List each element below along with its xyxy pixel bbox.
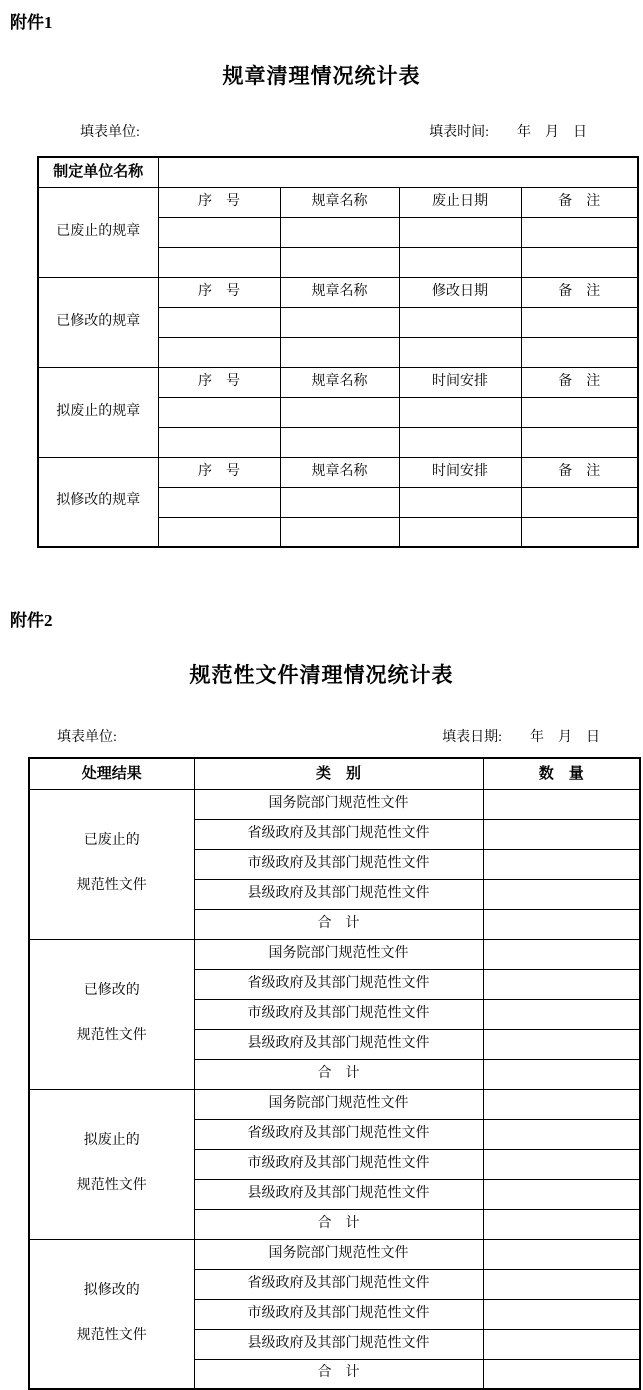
t1-section1-name: 已废止的规章 bbox=[38, 187, 158, 277]
t2-section4-name bbox=[29, 1239, 194, 1389]
t2-section-name-line2: 规范性文件 bbox=[76, 1327, 147, 1343]
t1-section2-header-row bbox=[38, 277, 638, 307]
blank-cell bbox=[158, 307, 280, 337]
blank-cell bbox=[280, 517, 399, 547]
t2-quantity-cell bbox=[483, 999, 640, 1029]
blank-cell bbox=[399, 307, 521, 337]
t1-col-header: 序 号 bbox=[158, 367, 280, 397]
t2-category-cell: 县级政府及其部门规范性文件 bbox=[194, 1179, 483, 1209]
t1-section4-header-row bbox=[38, 457, 638, 487]
t1-col-header: 修改日期 bbox=[399, 277, 521, 307]
t2-section-name-line1: 已修改的 bbox=[83, 983, 140, 999]
t2-quantity-cell bbox=[483, 1089, 640, 1119]
t2-total-cell: 合 计 bbox=[194, 1209, 483, 1239]
blank-cell bbox=[521, 487, 638, 517]
t2-section-name-line1: 拟修改的 bbox=[83, 1282, 140, 1298]
blank-cell bbox=[399, 247, 521, 277]
blank-cell bbox=[280, 397, 399, 427]
blank-cell bbox=[158, 487, 280, 517]
t2-quantity-cell bbox=[483, 789, 640, 819]
t2-category-cell: 市级政府及其部门规范性文件 bbox=[194, 999, 483, 1029]
table1-date-label: 填表时间: bbox=[429, 125, 489, 140]
t2-category-cell: 国务院部门规范性文件 bbox=[194, 1089, 483, 1119]
t2-quantity-cell bbox=[483, 1149, 640, 1179]
t1-col-header: 备 注 bbox=[521, 187, 638, 217]
t2-quantity-cell bbox=[483, 819, 640, 849]
t2-total-cell: 合 计 bbox=[194, 1059, 483, 1089]
t1-col-header: 规章名称 bbox=[280, 367, 399, 397]
blank-cell bbox=[521, 397, 638, 427]
blank-cell bbox=[158, 217, 280, 247]
t1-col-header: 备 注 bbox=[521, 457, 638, 487]
t1-col-header: 序 号 bbox=[158, 277, 280, 307]
table2-unit-label: 填表单位: bbox=[57, 730, 117, 745]
t2-quantity-cell bbox=[483, 969, 640, 999]
blank-cell bbox=[280, 427, 399, 457]
t2-category-cell: 省级政府及其部门规范性文件 bbox=[194, 969, 483, 999]
t1-col-header: 序 号 bbox=[158, 457, 280, 487]
t1-section3-header-row bbox=[38, 367, 638, 397]
blank-cell bbox=[158, 337, 280, 367]
t2-quantity-cell bbox=[483, 1359, 640, 1389]
t2-category-cell: 县级政府及其部门规范性文件 bbox=[194, 1329, 483, 1359]
blank-cell bbox=[399, 427, 521, 457]
t2-category-cell: 省级政府及其部门规范性文件 bbox=[194, 1119, 483, 1149]
t2-category-cell: 市级政府及其部门规范性文件 bbox=[194, 1149, 483, 1179]
t2-quantity-cell bbox=[483, 879, 640, 909]
t1-col-header: 规章名称 bbox=[280, 457, 399, 487]
blank-cell bbox=[280, 307, 399, 337]
blank-cell bbox=[521, 517, 638, 547]
t2-quantity-cell bbox=[483, 1059, 640, 1089]
blank-cell bbox=[280, 487, 399, 517]
t2-quantity-cell bbox=[483, 849, 640, 879]
t2-category-cell: 市级政府及其部门规范性文件 bbox=[194, 1299, 483, 1329]
t2-category-cell: 国务院部门规范性文件 bbox=[194, 789, 483, 819]
t2-quantity-cell bbox=[483, 909, 640, 939]
t2-header-category: 类 别 bbox=[194, 758, 483, 789]
maker-name-header: 制定单位名称 bbox=[38, 157, 158, 187]
t2-header-quantity: 数 量 bbox=[483, 758, 640, 789]
t1-col-header: 规章名称 bbox=[280, 277, 399, 307]
t2-section1-name bbox=[29, 789, 194, 939]
blank-cell bbox=[158, 397, 280, 427]
t2-quantity-cell bbox=[483, 1029, 640, 1059]
t1-section3-name: 拟废止的规章 bbox=[38, 367, 158, 457]
blank-cell bbox=[399, 217, 521, 247]
t1-col-header: 备 注 bbox=[521, 277, 638, 307]
t2-quantity-cell bbox=[483, 1119, 640, 1149]
blank-cell bbox=[521, 247, 638, 277]
table2-date-placeholder: 年 月 日 bbox=[530, 730, 600, 745]
blank-cell bbox=[280, 247, 399, 277]
t2-category-cell: 省级政府及其部门规范性文件 bbox=[194, 1269, 483, 1299]
t1-col-header: 规章名称 bbox=[280, 187, 399, 217]
table2-title: 规范性文件清理情况统计表 bbox=[189, 663, 454, 687]
t1-section1-header-row bbox=[38, 187, 638, 217]
maker-name-row bbox=[38, 157, 638, 187]
table2-date-group bbox=[442, 726, 600, 746]
t2-category-cell: 县级政府及其部门规范性文件 bbox=[194, 879, 483, 909]
t2-quantity-cell bbox=[483, 1239, 640, 1269]
t1-col-header: 废止日期 bbox=[399, 187, 521, 217]
blank-cell bbox=[399, 517, 521, 547]
attachment2-label: 附件2 bbox=[10, 611, 53, 630]
t1-col-header: 序 号 bbox=[158, 187, 280, 217]
t1-col-header: 时间安排 bbox=[399, 457, 521, 487]
blank-cell bbox=[521, 217, 638, 247]
t2-category-cell: 省级政府及其部门规范性文件 bbox=[194, 819, 483, 849]
table1-title: 规章清理情况统计表 bbox=[222, 64, 421, 88]
regulations-cleanup-table bbox=[37, 156, 639, 548]
attachment1-label: 附件1 bbox=[10, 13, 53, 32]
t2-quantity-cell bbox=[483, 939, 640, 969]
table1-date-placeholder: 年 月 日 bbox=[517, 125, 587, 140]
blank-cell bbox=[280, 217, 399, 247]
table2-date-label: 填表日期: bbox=[442, 730, 502, 745]
blank-cell bbox=[521, 307, 638, 337]
t2-section3-row bbox=[29, 1089, 640, 1119]
t2-section3-name bbox=[29, 1089, 194, 1239]
table1-unit-label: 填表单位: bbox=[80, 125, 140, 140]
t2-section-name-line2: 规范性文件 bbox=[76, 1028, 147, 1043]
t2-section1-row bbox=[29, 789, 640, 819]
blank-cell bbox=[399, 487, 521, 517]
t2-section2-name bbox=[29, 939, 194, 1089]
t1-section2-name: 已修改的规章 bbox=[38, 277, 158, 367]
blank-cell bbox=[158, 517, 280, 547]
t2-category-cell: 国务院部门规范性文件 bbox=[194, 939, 483, 969]
maker-name-value-cell bbox=[158, 157, 638, 187]
t2-quantity-cell bbox=[483, 1269, 640, 1299]
t2-total-cell: 合 计 bbox=[194, 909, 483, 939]
t1-section4-name: 拟修改的规章 bbox=[38, 457, 158, 547]
blank-cell bbox=[280, 337, 399, 367]
t2-section2-row bbox=[29, 939, 640, 969]
t2-quantity-cell bbox=[483, 1329, 640, 1359]
t2-category-cell: 国务院部门规范性文件 bbox=[194, 1239, 483, 1269]
blank-cell bbox=[399, 337, 521, 367]
table1-date-group bbox=[429, 121, 587, 141]
t2-category-cell: 县级政府及其部门规范性文件 bbox=[194, 1029, 483, 1059]
t2-section4-row bbox=[29, 1239, 640, 1269]
t2-category-cell: 市级政府及其部门规范性文件 bbox=[194, 849, 483, 879]
table2-form-line bbox=[57, 726, 600, 746]
t2-quantity-cell bbox=[483, 1299, 640, 1329]
t2-quantity-cell bbox=[483, 1179, 640, 1209]
t1-col-header: 时间安排 bbox=[399, 367, 521, 397]
t2-header-row bbox=[29, 758, 640, 789]
t2-section-name-line2: 规范性文件 bbox=[76, 878, 147, 893]
t2-header-result: 处理结果 bbox=[29, 758, 194, 789]
blank-cell bbox=[158, 427, 280, 457]
t2-total-cell: 合 计 bbox=[194, 1359, 483, 1389]
t2-section-name-line2: 规范性文件 bbox=[76, 1178, 147, 1193]
blank-cell bbox=[521, 427, 638, 457]
normative-documents-table bbox=[28, 757, 641, 1390]
blank-cell bbox=[399, 397, 521, 427]
t2-section-name-line1: 拟废止的 bbox=[83, 1133, 140, 1149]
blank-cell bbox=[158, 247, 280, 277]
blank-cell bbox=[521, 337, 638, 367]
t1-col-header: 备 注 bbox=[521, 367, 638, 397]
table1-form-line bbox=[80, 121, 587, 141]
t2-section-name-line1: 已废止的 bbox=[83, 833, 140, 849]
t2-quantity-cell bbox=[483, 1209, 640, 1239]
